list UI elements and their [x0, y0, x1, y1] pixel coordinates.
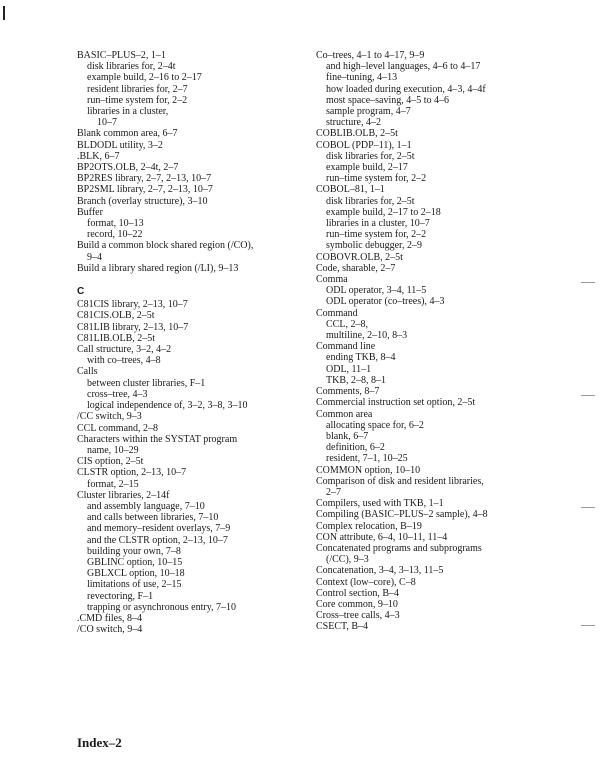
index-subentry: libraries in a cluster, 10–7	[326, 218, 430, 230]
index-subentry: disk libraries for, 2–5t	[326, 150, 415, 162]
index-entry: BLDODL utility, 3–2	[77, 139, 163, 151]
index-subentry: ending TKB, 8–4	[326, 352, 396, 364]
index-entry: .BLK, 6–7	[77, 150, 120, 162]
index-subentry: example build, 2–17 to 2–18	[326, 206, 441, 218]
index-entry: Blank common area, 6–7	[77, 128, 178, 140]
index-subentry: format, 2–15	[87, 478, 139, 490]
index-subentry: and calls between libraries, 7–10	[87, 512, 219, 524]
index-entry: Buffer	[77, 206, 103, 218]
index-subentry: revectoring, F–1	[87, 590, 154, 602]
index-entry: Branch (overlay structure), 3–10	[77, 195, 208, 207]
index-entry: C81CIS library, 2–13, 10–7	[77, 299, 188, 311]
index-entry: Characters within the SYSTAT program	[77, 433, 238, 445]
index-entry: BP2RES library, 2–7, 2–13, 10–7	[77, 173, 212, 185]
index-subentry: fine–tuning, 4–13	[326, 72, 398, 84]
index-subentry: with co–trees, 4–8	[87, 355, 161, 367]
index-column-right	[316, 50, 586, 633]
index-entry: BP2OTS.OLB, 2–4t, 2–7	[77, 162, 179, 174]
index-entry: COBOVR.OLB, 2–5t	[316, 251, 403, 263]
index-subentry: 9–4	[87, 251, 102, 263]
index-subentry: and memory–resident overlays, 7–9	[87, 523, 231, 535]
index-subentry: logical independence of, 3–2, 3–8, 3–10	[87, 400, 248, 412]
index-subentry: multiline, 2–10, 8–3	[326, 330, 408, 342]
index-entry: COMMON option, 10–10	[316, 464, 421, 476]
index-subentry: and high–level languages, 4–6 to 4–17	[326, 61, 481, 73]
index-entry: COBLIB.OLB, 2–5t	[316, 128, 398, 140]
index-entry: Comparison of disk and resident libraries,	[316, 475, 484, 487]
index-entry: Build a library shared region (/LI), 9–13	[77, 262, 239, 274]
index-subentry: CCL, 2–8,	[326, 318, 368, 330]
index-entry: CON attribute, 6–4, 10–11, 11–4	[316, 531, 448, 543]
index-subentry: resident libraries for, 2–7	[87, 83, 188, 95]
index-entry: Call structure, 3–2, 4–2	[77, 344, 172, 356]
index-subentry: and the CLSTR option, 2–13, 10–7	[87, 534, 228, 546]
index-subentry: example build, 2–17	[326, 162, 408, 174]
index-entry: /CC switch, 9–3	[77, 411, 142, 423]
index-subentry: GBLINC option, 10–15	[87, 556, 183, 568]
index-subentry: run–time system for, 2–2	[326, 173, 427, 185]
index-entry: Concatenated programs and subprograms	[316, 542, 482, 554]
index-entry: Build a common block shared region (/CO),	[77, 240, 254, 252]
index-entry: Concatenation, 3–4, 3–13, 11–5	[316, 565, 444, 577]
index-entry: Complex relocation, B–19	[316, 520, 422, 532]
index-column-left	[77, 50, 347, 635]
index-entry: Cross–tree calls, 4–3	[316, 610, 400, 622]
index-entry: Common area	[316, 408, 373, 420]
index-entry: CLSTR option, 2–13, 10–7	[77, 467, 187, 479]
index-subentry: disk libraries for, 2–4t	[87, 61, 176, 73]
index-subentry: most space–saving, 4–5 to 4–6	[326, 94, 450, 106]
index-subentry: (/CC), 9–3	[326, 554, 369, 566]
index-subentry: resident, 7–1, 10–25	[326, 453, 408, 465]
index-subentry: libraries in a cluster,	[87, 106, 169, 118]
index-entry: /CO switch, 9–4	[77, 624, 143, 636]
index-subentry: ODL operator (co–trees), 4–3	[326, 296, 445, 308]
index-entry: Comma	[316, 274, 348, 286]
index-subentry: limitations of use, 2–15	[87, 579, 182, 591]
index-entry: Commercial instruction set option, 2–5t	[316, 397, 476, 409]
index-entry: Comments, 8–7	[316, 386, 380, 398]
index-entry: Code, sharable, 2–7	[316, 262, 396, 274]
index-entry: C81LIB library, 2–13, 10–7	[77, 321, 189, 333]
index-subentry: allocating space for, 6–2	[326, 419, 424, 431]
index-subentry: name, 10–29	[87, 444, 139, 456]
index-entry: Compiling (BASIC–PLUS–2 sample), 4–8	[316, 509, 488, 521]
index-entry: CCL command, 2–8	[77, 422, 159, 434]
index-subentry: 2–7	[326, 486, 341, 498]
index-subentry: definition, 6–2	[326, 442, 385, 454]
index-subentry: blank, 6–7	[326, 430, 369, 442]
index-entry: C81CIS.OLB, 2–5t	[77, 310, 155, 322]
index-subentry: between cluster libraries, F–1	[87, 377, 206, 389]
index-subentry: how loaded during execution, 4–3, 4–4f	[326, 83, 486, 95]
index-entry: Cluster libraries, 2–14f	[77, 489, 170, 501]
index-subentry: run–time system for, 2–2	[326, 229, 427, 241]
page-number: Index–2	[77, 735, 122, 750]
index-subentry: cross–tree, 4–3	[87, 388, 148, 400]
index-subentry: GBLXCL option, 10–18	[87, 568, 185, 580]
index-entry: COBOL–81, 1–1	[316, 184, 385, 196]
index-entry: BASIC–PLUS–2, 1–1	[77, 50, 166, 61]
index-entry: Command line	[316, 341, 376, 353]
index-subentry: example build, 2–16 to 2–17	[87, 72, 202, 84]
index-entry: Co–trees, 4–1 to 4–17, 9–9	[316, 50, 425, 61]
section-letter: C	[77, 286, 85, 298]
index-subentry: disk libraries for, 2–5t	[326, 195, 415, 207]
index-entry: CIS option, 2–5t	[77, 456, 144, 468]
index-subentry: ODL operator, 3–4, 11–5	[326, 285, 427, 297]
index-entry: .CMD files, 8–4	[77, 612, 142, 624]
index-entry: Command	[316, 307, 358, 319]
left-margin-mark	[3, 6, 5, 20]
index-entry: Context (low–core), C–8	[316, 576, 416, 588]
index-entry: Calls	[77, 366, 98, 378]
index-entry: COBOL (PDP–11), 1–1	[316, 139, 412, 151]
index-entry: Control section, B–4	[316, 587, 400, 599]
index-subentry: trapping or asynchronous entry, 7–10	[87, 601, 237, 613]
index-subentry: symbolic debugger, 2–9	[326, 240, 422, 252]
index-subentry: building your own, 7–8	[87, 545, 181, 557]
index-entry: BP2SML library, 2–7, 2–13, 10–7	[77, 184, 213, 196]
index-entry: Compilers, used with TKB, 1–1	[316, 498, 444, 510]
index-subentry: ODL, 11–1	[326, 363, 372, 375]
index-entry: C81LIB.OLB, 2–5t	[77, 332, 156, 344]
index-subentry: sample program, 4–7	[326, 106, 411, 118]
index-subentry: 10–7	[97, 117, 117, 129]
index-subentry: structure, 4–2	[326, 117, 381, 129]
index-subentry: TKB, 2–8, 8–1	[326, 374, 386, 386]
index-subentry: and assembly language, 7–10	[87, 500, 205, 512]
index-entry: Core common, 9–10	[316, 598, 398, 610]
index-subentry: format, 10–13	[87, 218, 144, 230]
index-subentry: record, 10–22	[87, 229, 143, 241]
index-subentry: run–time system for, 2–2	[87, 94, 188, 106]
index-entry: CSECT, B–4	[316, 621, 369, 633]
